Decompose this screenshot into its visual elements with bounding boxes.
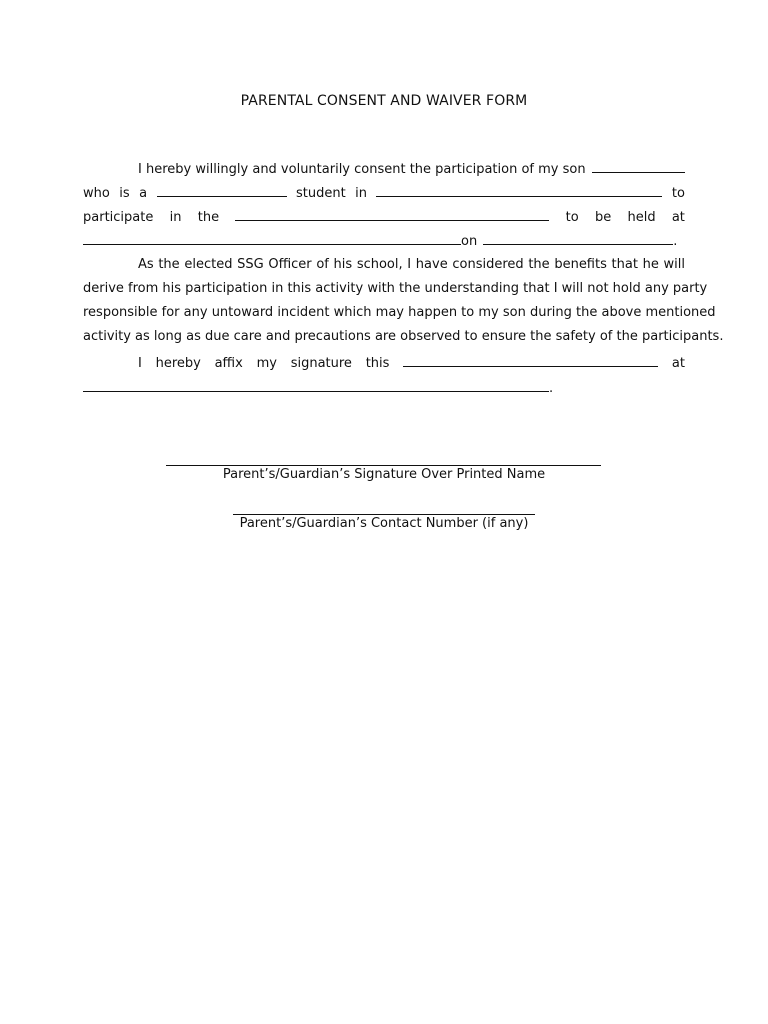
p3-line-2: [83, 379, 685, 399]
p2-line-4: activity as long as due care and precautions are observed to ensure the safety of the participants.: [83, 329, 724, 344]
word: .: [549, 381, 554, 396]
signature-place-blank[interactable]: [83, 379, 549, 392]
word: student: [296, 186, 346, 201]
word: hereby: [155, 356, 201, 371]
p1-line-1: [83, 160, 685, 180]
school-name-blank[interactable]: [376, 184, 662, 197]
p2-line-3: responsible for any untoward incident which may happen to my son during the above mentioned: [83, 305, 716, 320]
word: in: [169, 210, 182, 225]
word: this: [365, 356, 390, 371]
word: my: [256, 356, 277, 371]
word: affix: [214, 356, 243, 371]
p3-line-1: [138, 354, 685, 374]
p2-line-1: As the elected SSG Officer of his school, I have considered the benefits that he will: [138, 257, 685, 272]
word: participate: [83, 210, 154, 225]
word: at: [671, 356, 685, 371]
signature-date-blank[interactable]: [403, 354, 658, 367]
word: I: [138, 356, 142, 371]
p1-text-1: I hereby willingly and voluntarily consent the participation of my son: [138, 162, 586, 177]
word: the: [197, 210, 220, 225]
word: in: [355, 186, 368, 201]
venue-blank[interactable]: [83, 232, 461, 245]
word: to: [565, 210, 579, 225]
word: to: [671, 186, 685, 201]
signature-caption: Parent’s/Guardian’s Signature Over Printed Name: [222, 467, 546, 482]
word: .: [673, 234, 678, 249]
word: is: [119, 186, 130, 201]
form-title: PARENTAL CONSENT AND WAIVER FORM: [240, 93, 528, 109]
signature-line[interactable]: [166, 465, 601, 466]
contact-number-line[interactable]: [233, 514, 535, 515]
word: signature: [290, 356, 352, 371]
word: who: [83, 186, 110, 201]
p1-line-2: [83, 184, 685, 204]
word: a: [139, 186, 148, 201]
word: at: [671, 210, 685, 225]
grade-level-blank[interactable]: [157, 184, 287, 197]
activity-blank[interactable]: [235, 208, 549, 221]
date-blank[interactable]: [483, 232, 673, 245]
p1-line-3: [83, 208, 685, 228]
p1-line-4: [83, 232, 685, 252]
word: be: [594, 210, 612, 225]
contact-caption: Parent’s/Guardian’s Contact Number (if any): [239, 516, 529, 531]
p2-line-2: derive from his participation in this activity with the understanding that I will not hold any party: [83, 281, 708, 296]
son-name-blank[interactable]: [592, 160, 685, 173]
word: held: [627, 210, 656, 225]
word: on: [461, 234, 478, 249]
